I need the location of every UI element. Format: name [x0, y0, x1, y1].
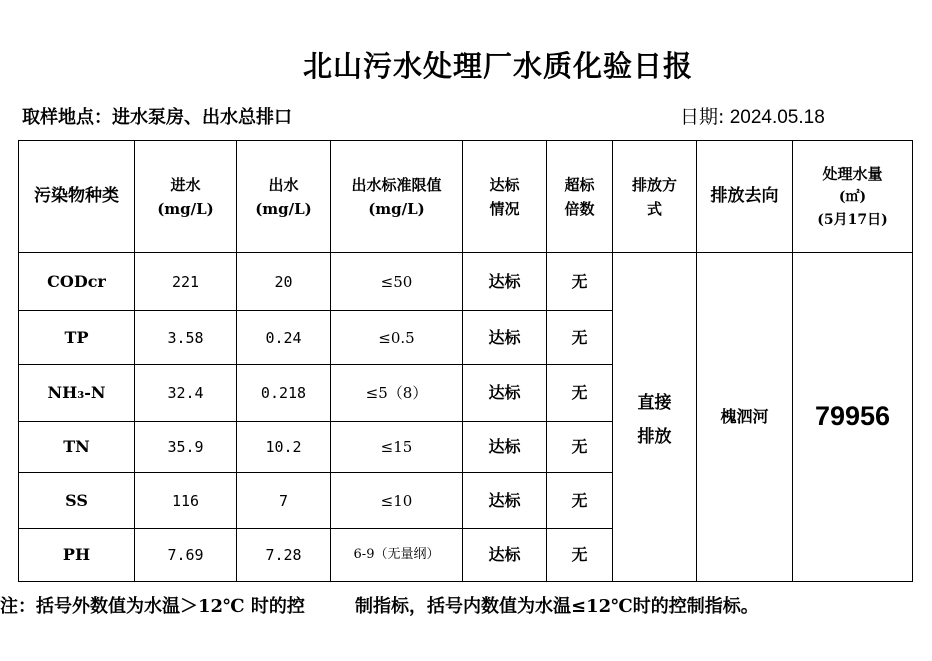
exceed-cell: 无 [547, 311, 613, 365]
water-quality-table [18, 140, 913, 582]
exceed-cell: 无 [547, 253, 613, 311]
limit-cell: 6-9（无量纲） [331, 529, 463, 582]
compliance-cell: 达标 [463, 365, 547, 422]
header-row [19, 141, 913, 253]
volume-cell: 79956 [793, 253, 913, 582]
inlet-cell: 116 [135, 473, 237, 529]
inlet-cell: 32.4 [135, 365, 237, 422]
compliance-cell: 达标 [463, 529, 547, 582]
discharge-dest-cell: 槐泗河 [697, 253, 793, 582]
date-value: 2024.05.18 [729, 107, 825, 128]
header-exceed: 超标 倍数 [547, 141, 613, 253]
exceed-cell: 无 [547, 473, 613, 529]
report-date [680, 102, 825, 129]
outlet-cell: 7.28 [237, 529, 331, 582]
exceed-cell: 无 [547, 529, 613, 582]
header-inlet: 进水 (mg/L) [135, 141, 237, 253]
limit-cell: ≤0.5 [331, 311, 463, 365]
limit-cell: ≤10 [331, 473, 463, 529]
compliance-cell: 达标 [463, 253, 547, 311]
header-compliance: 达标 情况 [463, 141, 547, 253]
pollutant-cell: TN [19, 422, 135, 473]
limit-cell: ≤50 [331, 253, 463, 311]
limit-cell: ≤5（8） [331, 365, 463, 422]
header-volume: 处理水量 (㎡) (5月17日) [793, 141, 913, 253]
pollutant-cell: NH₃-N [19, 365, 135, 422]
sampling-location: 取样地点：进水泵房、出水总排口 [22, 107, 292, 128]
inlet-cell: 7.69 [135, 529, 237, 582]
outlet-cell: 10.2 [237, 422, 331, 473]
outlet-cell: 20 [237, 253, 331, 311]
header-pollutant: 污染物种类 [19, 141, 135, 253]
pollutant-cell: PH [19, 529, 135, 582]
exceed-cell: 无 [547, 365, 613, 422]
inlet-cell: 35.9 [135, 422, 237, 473]
exceed-cell: 无 [547, 422, 613, 473]
footnote: 注：括号外数值为水温＞12℃ 时的控 制指标，括号内数值为水温≤12℃时的控制指标。 [0, 596, 759, 617]
pollutant-cell: TP [19, 311, 135, 365]
pollutant-cell: CODcr [19, 253, 135, 311]
inlet-cell: 3.58 [135, 311, 237, 365]
inlet-cell: 221 [135, 253, 237, 311]
compliance-cell: 达标 [463, 473, 547, 529]
header-limit: 出水标准限值 (mg/L) [331, 141, 463, 253]
pollutant-cell: SS [19, 473, 135, 529]
header-outlet: 出水 (mg/L) [237, 141, 331, 253]
outlet-cell: 0.24 [237, 311, 331, 365]
compliance-cell: 达标 [463, 311, 547, 365]
discharge-mode-cell: 直接 排放 [613, 253, 697, 582]
table-row [19, 253, 913, 311]
limit-cell: ≤15 [331, 422, 463, 473]
header-discharge-mode: 排放方 式 [613, 141, 697, 253]
outlet-cell: 0.218 [237, 365, 331, 422]
report-title: 北山污水处理厂水质化验日报 [302, 49, 693, 83]
date-label: 日期: [680, 106, 725, 128]
outlet-cell: 7 [237, 473, 331, 529]
header-discharge-dest: 排放去向 [697, 141, 793, 253]
compliance-cell: 达标 [463, 422, 547, 473]
